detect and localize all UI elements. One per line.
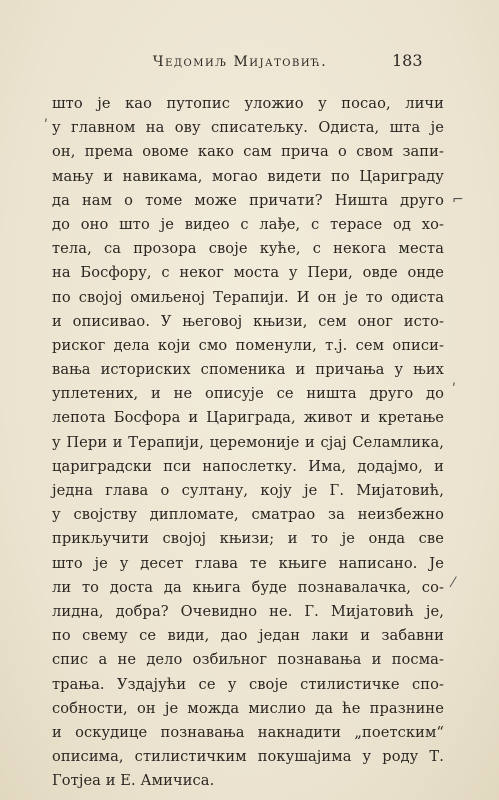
text-line: до оно што је видео с лађе, с терасе од хо- (52, 215, 444, 233)
margin-mark: ⌐ (452, 192, 464, 208)
body-text (52, 92, 444, 793)
text-line: он, према овоме како сам прича о свом запи- (52, 143, 444, 161)
margin-mark: ʹ (44, 118, 48, 134)
text-line: лепота Босфора и Цариграда, живот и кретање (52, 409, 444, 427)
text-line: собности, он је можда мислио да ће празнине (52, 699, 444, 717)
text-line: у Пери и Терапији, церемоније и сјај Селамлика, (52, 433, 444, 451)
running-header: Чедомиљ Мијатовић. (152, 54, 328, 70)
text-line: једна глава о султану, коју је Г. Мијатовић, (52, 482, 444, 499)
text-line: што је у десет глава те књиге написано. Је (52, 554, 444, 572)
text-line: спис а не дело озбиљног познавања и посма- (52, 651, 444, 669)
text-line: по свему се види, дао један лаки и забавни (52, 627, 444, 645)
text-line: Готјеа и Е. Амичиса. (52, 772, 215, 790)
text-line: мању и навикама, могао видети по Цариграду (52, 167, 444, 185)
text-line: и описивао. У његовој књизи, сем оног исто- (52, 312, 444, 330)
text-line: и оскудице познавања накнадити „поетским“ (52, 723, 444, 741)
text-line: у главном на ову списатељку. Одиста, шта је (52, 119, 444, 137)
text-line: што је као путопис уложио у посао, личи (52, 95, 444, 112)
text-line: лидна, добра? Очевидно не. Г. Мијатовић је, (52, 602, 444, 620)
text-line: по својој омиљеној Терапији. И он је то одиста (52, 288, 444, 306)
text-line: уплетених, и не описује се ништа друго до (52, 385, 444, 403)
page-number: 183 (392, 51, 423, 70)
text-line: тела, са прозора своје куће, с некога места (52, 240, 444, 258)
text-line: риског дела који смо поменули, т.ј. сем описи- (52, 336, 444, 354)
margin-mark: ⁄ (452, 575, 455, 591)
text-line: у својству дипломате, сматрао за неизбежно (52, 506, 444, 524)
text-line: описима, стилистичким покушајима у роду Т. (52, 748, 444, 766)
text-line: да нам о томе може причати? Ништа друго (52, 191, 444, 209)
text-line: прикључити својој књизи; и то је онда све (52, 530, 444, 548)
text-line: ли то доста да књига буде познавалачка, со- (52, 578, 444, 596)
text-line: цариградски пси напослетку. Има, додајмо, и (52, 457, 444, 475)
text-line: трања. Уздајући се у своје стилистичке спо- (52, 675, 444, 693)
text-line: на Босфору, с неког моста у Пери, овде онде (52, 264, 444, 282)
margin-mark: ʹ (452, 382, 456, 398)
text-line: вања историских споменика и причања у њих (52, 361, 444, 379)
